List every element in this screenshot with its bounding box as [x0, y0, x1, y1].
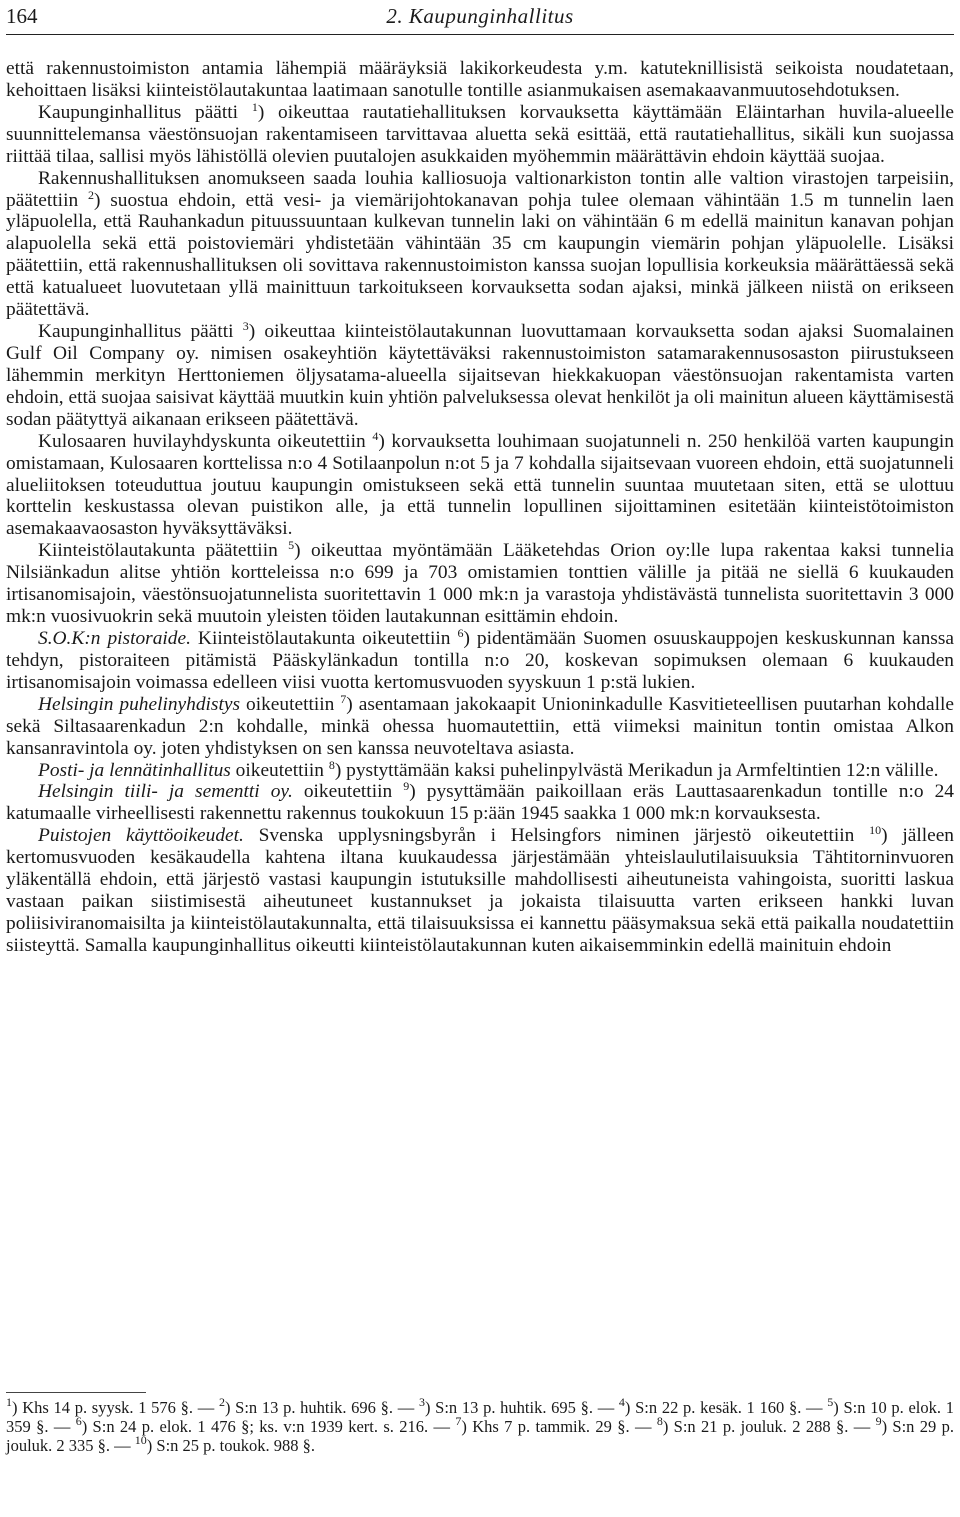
footnote-ref: 9 [403, 779, 410, 794]
footnote-text: ) S:n 25 p. toukok. 988 §. [146, 1436, 316, 1456]
footnote-ref: 10 [869, 823, 882, 838]
footnote-text: ) S:n 21 p. jouluk. 2 288 §. — [662, 1417, 876, 1437]
paragraph-heading: Posti- ja lennätinhallitus [38, 759, 231, 781]
footnote-rule [6, 1392, 146, 1393]
paragraph-text: että rakennustoimiston antamia lähempiä määräyksiä lakikorkeudesta y.m. katuteknillisistä seikoista noudatetaan, kehoittaen lisäksi kiinteistölautakuntaa laatimaan sanotulle tontille asianmukaisen asemakaavanmuutosehdotuksen. [6, 58, 954, 101]
page-header [6, 4, 954, 32]
footnote-ref: 7 [340, 691, 347, 706]
paragraph-text: ) pidentämään Suomen osuuskauppojen keskuskunnan kanssa tehdyn, pistoraiteen pitämistä Pääskylänkadun tontilla n:o 20, koskevan sopimuksen olemaan 6 kuukauden irtisanomisajoin voimassa edelleen viisi vuotta kertomusvuoden syyskuun 1 p:stä lukien. [6, 627, 954, 693]
paragraph-5 [6, 540, 954, 628]
body-text [6, 58, 954, 957]
footnote-text: ) S:n 10 p. elok. 1 359 §. — [6, 1398, 954, 1437]
footnote-number: 5 [827, 1395, 834, 1409]
footnote-number: 10 [134, 1433, 147, 1448]
footnote-ref: 8 [328, 757, 335, 772]
paragraph-text: ) jälleen kertomusvuoden kesäkaudella kahtena iltana kuukaudessa järjestämään yhteislaulutilaisuuksia Tähtitorninvuoren yläkentällä ehdoin, että järjestö vastasi kaupungin istutuksille mahdollisesti aiheutuneista vahingoista, suoritti laskua vastaan paikan siistimisestä aiheutuneet kustannukset ja jokaista tilaisuutta varten erikseen hankki luvan poliisiviranomaisilta ja kiinteistölautakunnalta, että tilaisuuksissa ei kannettu pääsymaksua sekä että paikalla noudatettiin siisteyttä. Samalla kaupunginhallitus oikeutti kiinteistölautakunnan kuten aikaisemminkin edellä mainituin ehdoin [6, 825, 954, 956]
paragraph-3 [6, 321, 954, 431]
paragraph-9 [6, 781, 954, 825]
paragraph-4 [6, 428, 955, 541]
paragraph-lead-text: Kulosaaren huvilayhdyskunta oikeutettiin [38, 430, 373, 452]
paragraph-heading: Helsingin tiili- ja sementti oy. [38, 781, 293, 803]
footnote-ref: 2 [87, 187, 94, 202]
paragraph-10 [6, 825, 954, 957]
paragraph-text: ) korvauksetta louhimaan suojatunneli n. 250 henkilöä varten kaupungin omistamaan, Kulosaaren korttelissa n:o 4 Sotilaanpolun n:ot 5 ja 7 kohdalla sijaitsevaan vuoreen ehdoin, että suojatunneli alueliitoksen toteuduttua joutuu kaupungin omistukseen sekä että tunnelin suuntaa muutetaan siten, että se ulottuu korttelin keskustassa olevan puistikon alle, ja että tunnelin lopullinen sijoittaminen esitetään kiinteistötoimiston asemakaavaosaston hyväksyttäväksi. [6, 430, 955, 540]
footnote-text: ) S:n 29 p. jouluk. 2 335 §. — [6, 1417, 955, 1456]
footnote-ref: 1 [251, 99, 258, 114]
footnote-ref: 4 [372, 428, 379, 443]
footnote-text: ) S:n 22 p. kesäk. 1 160 §. — [624, 1398, 828, 1417]
footnote-number: 1 [6, 1395, 12, 1409]
page-number: 164 [6, 4, 38, 28]
paragraph-lead-text: Kiinteistölautakunta oikeutettiin [190, 627, 458, 649]
paragraph-text: ) pystyttämään kaksi puhelinpylvästä Merikadun ja Armfeltintien 12:n välille. [334, 759, 939, 781]
paragraph-1 [6, 99, 954, 168]
footnote-number: 8 [656, 1414, 663, 1429]
footnotes [6, 1395, 955, 1456]
footnote-number: 6 [75, 1414, 82, 1429]
footnote-ref: 3 [242, 319, 249, 334]
footnote-ref: 6 [457, 625, 464, 640]
paragraph-lead-text: Kiinteistölautakunta päätettiin [38, 540, 289, 562]
footnote-number: 9 [875, 1414, 882, 1429]
running-title: 2. Kaupunginhallitus [386, 4, 574, 28]
footnote-list [6, 1395, 955, 1456]
paragraph-text: ) suostua ehdoin, että vesi- ja viemärijohtokanavan pohja tulee olemaan vähintään 1.5 m tunnelin laen yläpuolella, että Rauhankadun pituussuuntaan kulkevan tunnelin laki on vähintään 6 m edellä mainitun kanavan pohjan alapuolella sekä että poistoviemäri yhdistetään vähintään 35 cm kaupungin viemärin pohjan yläpuolelle. Lisäksi päätettiin, että rakennushallituksen oli sovittava rakennustoimiston kanssa suojan lopullisia korkeuksia määrättäessä sekä että katualueet luovutetaan yllä mainittuun tarkoitukseen korvauksetta sodan ajaksi, minkä jälkeen niistä on erikseen päätettävä. [6, 189, 954, 321]
footnote-number: 3 [418, 1395, 425, 1409]
footnote-text: ) S:n 24 p. elok. 1 476 §; ks. v:n 1939 kert. s. 216. — [81, 1417, 456, 1437]
paragraph-lead-text: Kaupunginhallitus päätti [38, 101, 252, 123]
paragraph-text: ) oikeuttaa rautatiehallituksen korvauksetta käyttämään Eläintarhan huvila-alueelle suunnittelemansa väestönsuojan rakentamiseen tarvittavaa aluetta sekä esittää, että rautatiehallitus, sikäli kun suojassa riittää tilaa, sallisi myös lähistöllä olevien puutalojen asukkaiden myöhemmin määrättävin ehdoin käyttää suojaa. [6, 101, 954, 167]
footnote-number: 2 [218, 1395, 225, 1409]
paragraph-text: ) pysyttämään paikoillaan eräs Lauttasaarenkadun tontille n:o 24 katumaalle virheellisesti rakennettu rakennus toukokuun 15 p:ään 1945 saakka 1 000 mk:n korvauksesta. [6, 781, 954, 825]
paragraph-lead-text: Kaupunginhallitus päätti [38, 321, 243, 343]
footnote-number: 7 [455, 1414, 462, 1429]
paragraph-lead-text: Rakennushallituksen anomukseen saada louhia kalliosuoja valtionarkiston tontin alle valtion virastojen tarpeisiin, päätettiin [6, 167, 954, 211]
header-rule [6, 34, 954, 35]
paragraph-heading: Puistojen käyttöoikeudet. [38, 825, 244, 847]
paragraph-2 [6, 168, 954, 321]
paragraph-text: ) oikeuttaa kiinteistölautakunnan luovuttamaan korvauksetta sodan ajaksi Suomalainen Gulf Oil Company oy. nimisen osakeyhtiön käytettäväksi rakennustoimiston satamarakennusosaston piirustukseen lähemmin merkityn Herttoniemen öljysatama-alueella sijaitsevan hiekkakuopan väestönsuojan rakentamista varten ehdoin, että suojaa saisivat käyttää muutkin kuin yhtiön palveluksessa olevat henkilöt ja oli mainitun alueen käyttämisestä sodan päätyttyä aikanaan erikseen päätettävä. [6, 321, 954, 430]
paragraph-0 [6, 58, 954, 102]
paragraph-8 [6, 757, 954, 782]
footnote-text: ) Khs 14 p. syysk. 1 576 §. — [12, 1398, 219, 1417]
paragraph-text: ) asentamaan jakokaapit Unioninkadulle Kasvitieteellisen puutarhan kohdalle sekä Siltasaarenkadun 2:n kohdalle, minkä ohessa huomautettiin, että viimeksi mainitun tontin omistaa Alkon kansanravintola oy. joten yhdistyksen on sen kanssa neuvoteltava asiasta. [6, 693, 954, 759]
paragraph-lead-text: oikeutettiin [292, 781, 404, 803]
footnote-number: 4 [618, 1395, 625, 1409]
paragraph-text: ) oikeuttaa myöntämään Lääketehdas Orion oy:lle lupa rakentaa kaksi tunnelia Nilsiänkadun alitse yhtiön kortteleissa n:o 699 ja 703 omistamien tonttien välille ja pitää ne siellä 6 kuukauden irtisanomisajoin, väestönsuojatunnelista suoritettavin 1 000 mk:n ja varastoja yhdistävästä tunnelista suoritettavin 3 000 mk:n vuosivuokrin sekä muutoin yleisten töiden lautakunnan esittämin ehdoin. [6, 540, 954, 628]
paragraph-7 [6, 691, 954, 760]
footnote-text: ) S:n 13 p. huhtik. 696 §. — [224, 1398, 419, 1417]
paragraph-heading: S.O.K:n pistoraide. [38, 627, 191, 649]
paragraph-6 [6, 625, 954, 694]
footnote-text: ) Khs 7 p. tammik. 29 §. — [461, 1417, 657, 1437]
paragraph-lead-text: Svenska upplysningsbyrån i Helsingfors niminen järjestö oikeutettiin [243, 825, 870, 847]
paragraph-lead-text: oikeutettiin [230, 759, 329, 781]
footnote-ref: 5 [288, 538, 295, 553]
paragraph-heading: Helsingin puhelinyhdistys [38, 693, 241, 715]
footnote-text: ) S:n 13 p. huhtik. 695 §. — [424, 1398, 619, 1417]
paragraph-lead-text: oikeutettiin [240, 693, 341, 715]
